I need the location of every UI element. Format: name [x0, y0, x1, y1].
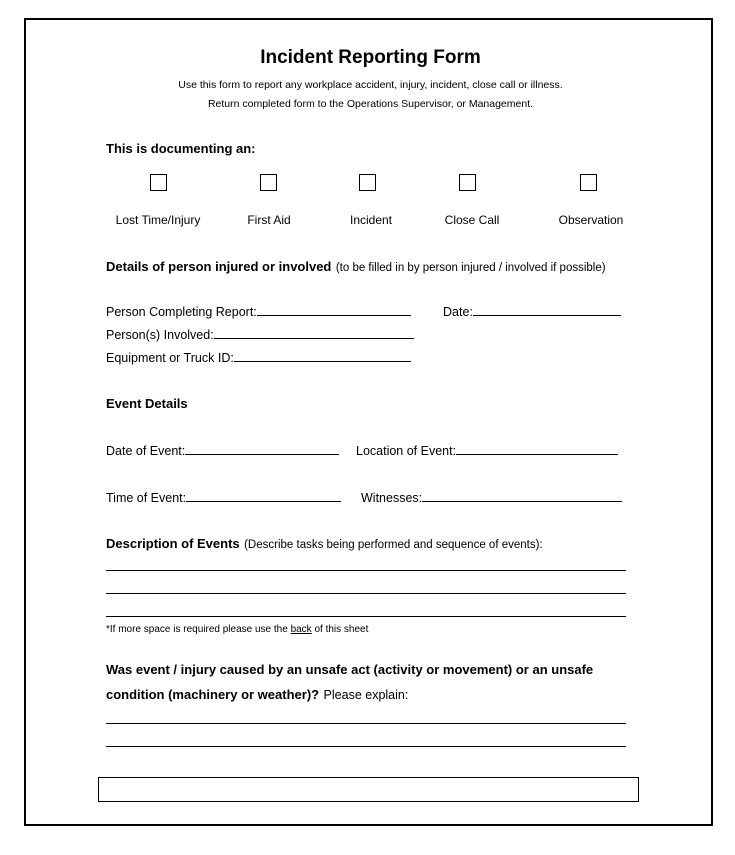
option-label-lost-time-injury: Lost Time/Injury [115, 213, 201, 227]
checkbox-first-aid[interactable] [260, 174, 277, 191]
description-heading-row [106, 535, 543, 553]
date-field[interactable] [473, 303, 621, 316]
description-line-1[interactable] [106, 570, 626, 571]
event-details-heading: Event Details [106, 396, 188, 411]
date-row [443, 303, 621, 319]
persons-involved-label: Person(s) Involved: [106, 328, 214, 342]
location-field[interactable] [456, 442, 618, 455]
time-of-event-field[interactable] [186, 489, 341, 502]
persons-involved-field[interactable] [214, 326, 414, 339]
witnesses-row [361, 489, 622, 505]
date-of-event-label: Date of Event: [106, 444, 186, 458]
time-of-event-row [106, 489, 341, 505]
documenting-heading: This is documenting an: [106, 141, 256, 156]
form-subtitle-2: Return completed form to the Operations Supervisor, or Management. [207, 98, 534, 110]
person-details-heading-row [106, 258, 606, 276]
date-of-event-row [106, 442, 339, 458]
form-page [24, 18, 713, 826]
description-note: (Describe tasks being performed and sequence of events): [244, 539, 543, 551]
unsafe-line-1[interactable] [106, 723, 626, 724]
person-completing-row [106, 303, 411, 319]
person-details-heading: Details of person injured or involved [106, 259, 332, 274]
unsafe-question-line-1: Was event / injury caused by an unsafe act (activity or movement) or an unsafe [106, 662, 594, 677]
checkbox-incident[interactable] [359, 174, 376, 191]
description-line-3[interactable] [106, 616, 626, 617]
checkbox-lost-time-injury[interactable] [150, 174, 167, 191]
equipment-field[interactable] [234, 349, 411, 362]
checkbox-observation[interactable] [580, 174, 597, 191]
unsafe-question-line-2-row [106, 686, 408, 704]
description-line-2[interactable] [106, 593, 626, 594]
bottom-empty-box[interactable] [98, 777, 639, 802]
witnesses-field[interactable] [422, 489, 622, 502]
unsafe-explain-label: Please explain: [323, 688, 409, 702]
option-label-close-call: Close Call [444, 213, 500, 227]
footnote-text-after: of this sheet [314, 624, 369, 635]
date-of-event-field[interactable] [185, 442, 339, 455]
time-of-event-label: Time of Event: [106, 491, 187, 505]
location-row [356, 442, 618, 458]
description-heading: Description of Events [106, 536, 240, 551]
witnesses-label: Witnesses: [361, 491, 423, 505]
equipment-label: Equipment or Truck ID: [106, 351, 234, 365]
footnote-back-link: back [290, 624, 312, 635]
footnote-text-before: *If more space is required please use the [106, 624, 288, 635]
location-label: Location of Event: [356, 444, 457, 458]
persons-involved-row [106, 326, 414, 342]
date-label: Date: [443, 305, 473, 319]
unsafe-question-line-2: condition (machinery or weather)? [106, 687, 320, 702]
unsafe-line-2[interactable] [106, 746, 626, 747]
person-completing-field[interactable] [257, 303, 411, 316]
option-label-first-aid: First Aid [247, 213, 291, 227]
form-title: Incident Reporting Form [260, 47, 481, 68]
person-completing-label: Person Completing Report: [106, 305, 257, 319]
option-label-observation: Observation [558, 213, 624, 227]
checkbox-close-call[interactable] [459, 174, 476, 191]
form-subtitle-1: Use this form to report any workplace accident, injury, incident, close call or illness. [178, 79, 563, 91]
description-footnote [106, 624, 368, 635]
equipment-row [106, 349, 411, 365]
person-details-note: (to be filled in by person injured / involved if possible) [335, 262, 606, 274]
option-label-incident: Incident [349, 213, 393, 227]
